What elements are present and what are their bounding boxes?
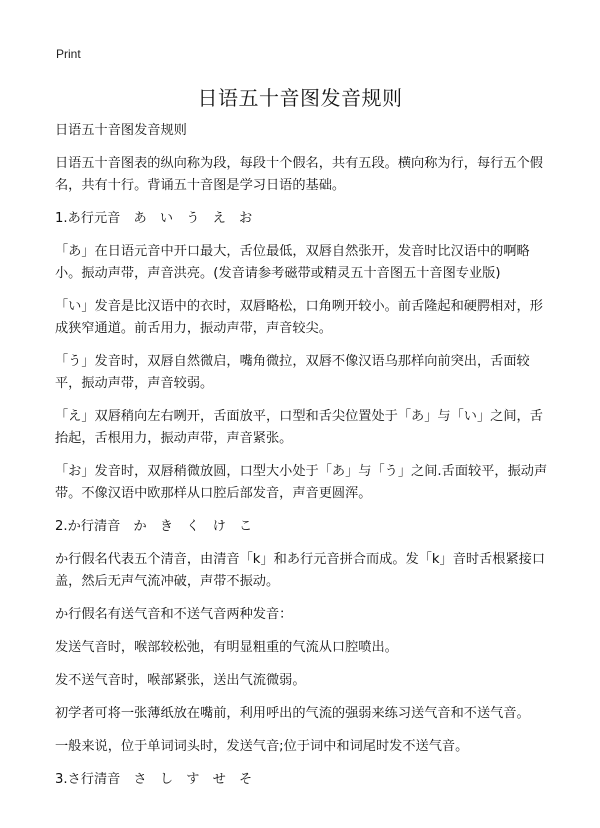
paragraph-e: 「え」双唇稍向左右咧开，舌面放平，口型和舌尖位置处于「あ」与「い」之间，舌抬起，舌根用力，振动声带，声音紧张。	[55, 409, 543, 446]
subtitle-paragraph: 日语五十音图发音规则	[55, 123, 187, 138]
paragraph-aspirated: 发送气音时，喉部较松弛，有明显粗重的气流从口腔喷出。	[55, 640, 398, 655]
page-title: 日语五十音图发音规则	[197, 86, 403, 110]
document-body	[55, 120, 555, 802]
intro-paragraph: 日语五十音图表的纵向称为段，每段十个假名，共有五段。横向称为行，每行五个假名，共有十行。背诵五十音图是学习日语的基础。	[55, 156, 543, 193]
paragraph-o: 「お」发音时，双唇稍微放圆，口型大小处于「あ」与「う」之间.舌面较平，振动声带。不像汉语中欧那样从口腔后部发音，声音更圆浑。	[55, 464, 548, 501]
paragraph-practice: 初学者可将一张薄纸放在嘴前，利用呼出的气流的强弱来练习送气音和不送气音。	[55, 706, 530, 721]
paragraph-a: 「あ」在日语元音中开口最大，舌位最低，双唇自然张开，发音时比汉语中的啊略小。振动声带，声音洪亮。(发音请参考磁带或精灵五十音图五十音图专业版)	[55, 244, 530, 281]
paragraph-u: 「う」发音时，双唇自然微启，嘴角微拉，双唇不像汉语乌那样向前突出，舌面较平，振动声带，声音较弱。	[55, 354, 530, 391]
paragraph-unaspirated: 发不送气音时，喉部紧张，送出气流微弱。	[55, 673, 306, 688]
paragraph-ka-types: か行假名有送气音和不送气音两种发音：	[55, 607, 293, 622]
print-label: Print	[56, 47, 81, 61]
paragraph-ka-intro: か行假名代表五个清音，由清音「k」和あ行元音拼合而成。发「k」音时舌根紧接口盖，然后无声气流冲破，声带不振动。	[55, 552, 546, 589]
paragraph-position-rule: 一般来说，位于单词词头时，发送气音;位于词中和词尾时发不送气音。	[55, 739, 469, 754]
section-heading-a-row: 1.あ行元音 あ い う え お	[55, 211, 253, 226]
section-heading-sa-row: 3.さ行清音 さ し す せ そ	[55, 772, 253, 787]
section-heading-ka-row: 2.か行清音 か き く け こ	[55, 519, 253, 534]
paragraph-i: 「い」发音是比汉语中的衣时，双唇略松，口角咧开较小。前舌隆起和硬腭相对，形成狭窄通道。前舌用力，振动声带，声音较尖。	[55, 299, 543, 336]
